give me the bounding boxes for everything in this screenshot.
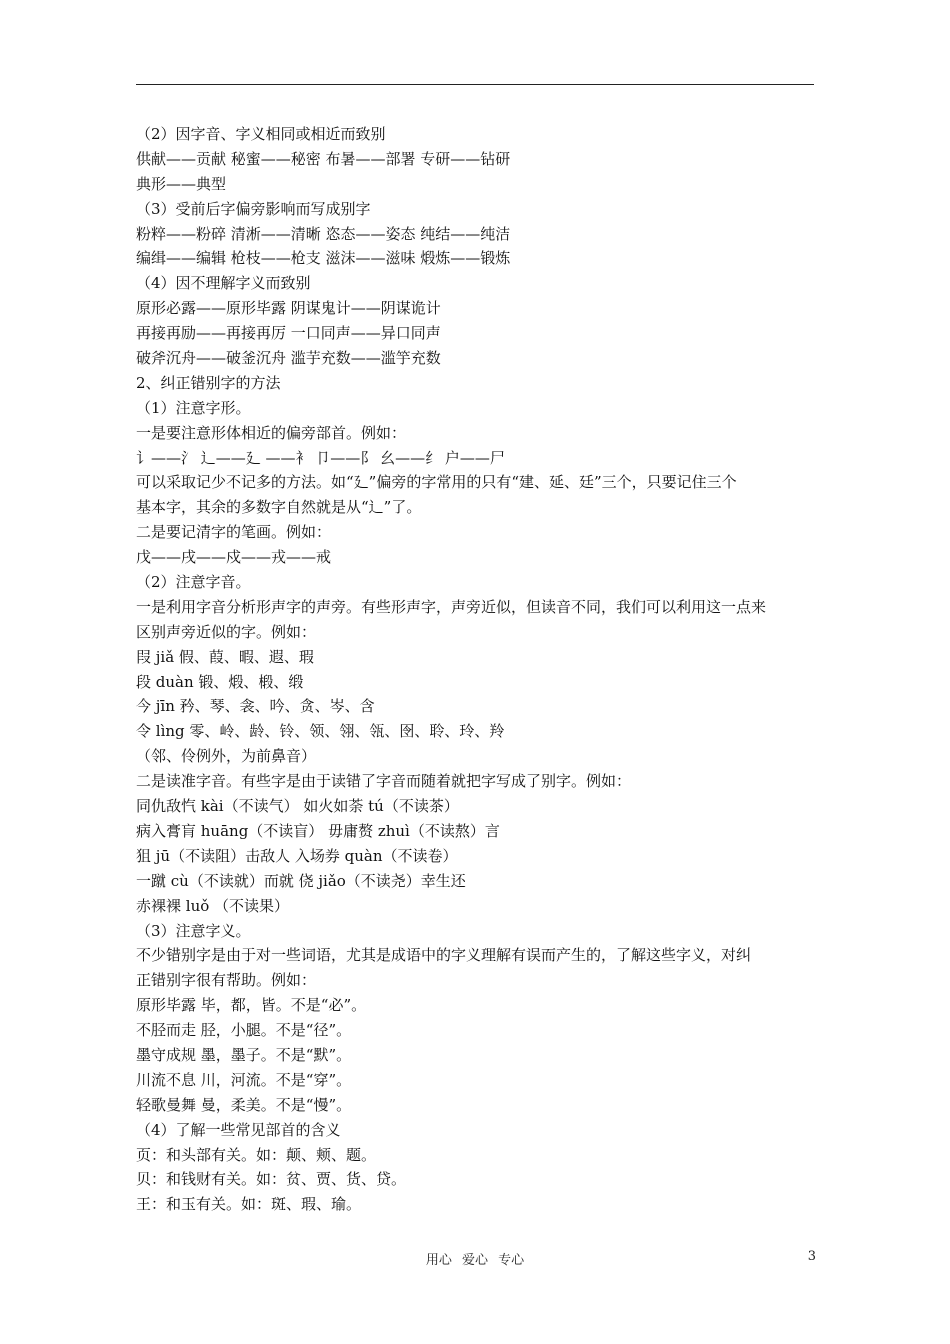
text-line: 原形毕露 毕，都，皆。不是“必”。 xyxy=(136,996,367,1015)
document-body xyxy=(136,122,816,1217)
text-line: 原形必露——原形毕露 阴谋鬼计——阴谋诡计 xyxy=(136,299,441,318)
text-line: 可以采取记少不记多的方法。如“廴”偏旁的字常用的只有“建、延、廷”三个，只要记住三个 xyxy=(136,473,737,492)
text-line: 一是要注意形体相近的偏旁部首。例如： xyxy=(136,423,407,442)
text-line: 轻歌曼舞 曼，柔美。不是“慢”。 xyxy=(136,1095,352,1114)
section-heading: 2、纠正错别字的方法 xyxy=(136,373,281,392)
text-line: 段 duàn 锻、煅、椴、缎 xyxy=(136,672,304,691)
section-heading: （4）因不理解字义而致别 xyxy=(136,274,311,293)
text-line: 今 jīn 矜、琴、衾、吟、贪、岑、含 xyxy=(136,697,375,716)
text-line: 狙 jū（不读阻）击敌人 入场券 quàn（不读卷） xyxy=(136,846,458,865)
text-line: 王：和玉有关。如：斑、瑕、瑜。 xyxy=(136,1195,362,1214)
text-line: 正错别字很有帮助。例如： xyxy=(136,971,317,990)
text-line: 叚 jiǎ 假、葭、暇、遐、瑕 xyxy=(136,647,314,666)
text-line: 不胫而走 胫，小腿。不是“径”。 xyxy=(136,1021,352,1040)
text-line: 供献——贡献 秘蜜——秘密 布暑——部署 专研——钻研 xyxy=(136,149,511,168)
text-line: 川流不息 川，河流。不是“穿”。 xyxy=(136,1070,352,1089)
text-line: 病入膏肓 huāng（不读盲） 毋庸赘 zhuì（不读熬）言 xyxy=(136,821,500,840)
text-line: 再接再励——再接再厉 一口同声——异口同声 xyxy=(136,324,441,343)
text-line: 一蹴 cù（不读就）而就 侥 jiǎo（不读尧）幸生还 xyxy=(136,871,466,890)
text-line: 一是利用字音分析形声字的声旁。有些形声字，声旁近似，但读音不同，我们可以利用这一点来 xyxy=(136,597,767,616)
text-line: 破斧沉舟——破釜沉舟 滥芋充数——滥竽充数 xyxy=(136,349,441,368)
text-line: 同仇敌忾 kài（不读气） 如火如荼 tú（不读茶） xyxy=(136,797,459,816)
text-line: 典形——典型 xyxy=(136,174,227,193)
page-number: 3 xyxy=(807,1249,816,1264)
text-line: 讠——氵 辶——廴 ——衤 卩——阝 幺——纟 户——尸 xyxy=(136,448,505,467)
subsection-heading: （3）注意字义。 xyxy=(136,921,251,940)
text-line: 令 lìng 零、岭、龄、铃、领、翎、瓴、囹、聆、玲、羚 xyxy=(136,722,505,741)
text-line: 页：和头部有关。如：颠、颊、题。 xyxy=(136,1145,377,1164)
subsection-heading: （1）注意字形。 xyxy=(136,398,251,417)
header-rule xyxy=(136,84,814,85)
text-line: 编缉——编辑 枪枝——枪支 滋沫——滋味 煅炼——锻炼 xyxy=(136,249,511,268)
subsection-heading: （4）了解一些常见部首的含义 xyxy=(136,1120,341,1139)
text-line: （邻、伶例外，为前鼻音） xyxy=(136,747,317,766)
text-line: 戊——戌——戍——戎——戒 xyxy=(136,548,332,567)
text-line: 墨守成规 墨，墨子。不是“默”。 xyxy=(136,1045,352,1064)
text-line: 二是读准字音。有些字是由于读错了字音而随着就把字写成了别字。例如： xyxy=(136,772,632,791)
text-line: 基本字，其余的多数字自然就是从“辶”了。 xyxy=(136,498,422,517)
text-line: 不少错别字是由于对一些词语，尤其是成语中的字义理解有误而产生的，了解这些字义，对纠 xyxy=(136,946,752,965)
section-heading: （3）受前后字偏旁影响而写成别字 xyxy=(136,199,371,218)
text-line: 贝：和钱财有关。如：贫、贾、货、贷。 xyxy=(136,1170,407,1189)
text-line: 赤裸裸 luǒ （不读果） xyxy=(136,896,290,915)
section-heading: （2）因字音、字义相同或相近而致别 xyxy=(136,125,386,143)
subsection-heading: （2）注意字音。 xyxy=(136,573,251,592)
text-line: 区别声旁近似的字。例如： xyxy=(136,622,317,641)
footer-text: 用心 爱心 专心 xyxy=(425,1253,525,1268)
text-line: 二是要记清字的笔画。例如： xyxy=(136,523,332,542)
text-line: 粉粹——粉碎 清淅——清晰 恣态——姿态 纯结——纯洁 xyxy=(136,224,511,243)
